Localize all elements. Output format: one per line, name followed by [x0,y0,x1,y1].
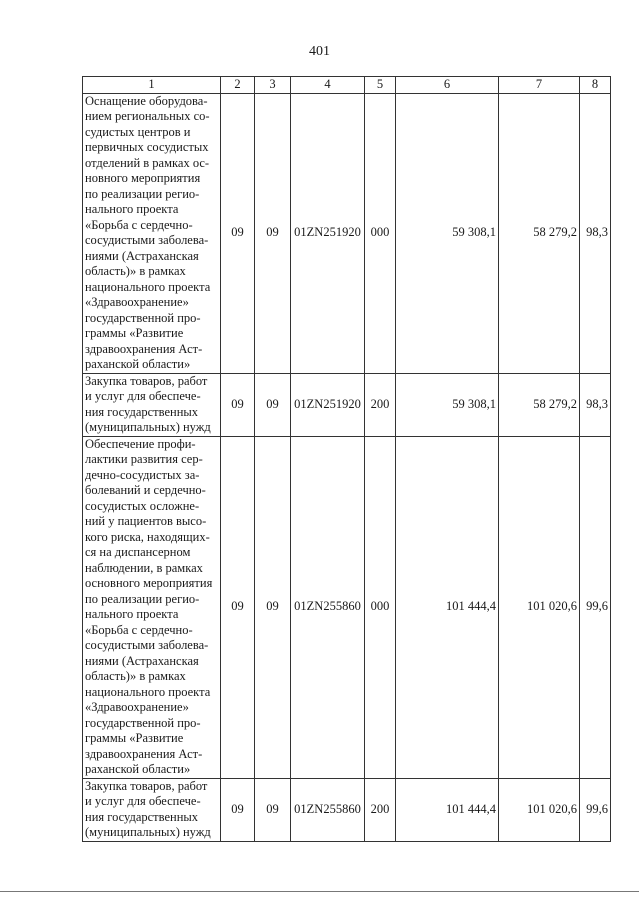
row-description [83,436,221,778]
header-cell: 5 [365,77,396,94]
header-cell: 3 [255,77,291,94]
approved-amount-cell: 101 444,4 [396,778,499,841]
description-line: отделений в рамках ос- [85,155,210,170]
header-cell: 7 [499,77,580,94]
description-line: ния государственных [85,809,199,824]
target-article-cell: 01ZN255860 [291,778,365,841]
table-row [83,436,611,778]
scan-edge-line [0,891,639,892]
description-line: Закупка товаров, работ [85,778,208,793]
expense-type-cell: 000 [365,436,396,778]
executed-amount-cell: 101 020,6 [499,778,580,841]
description-line: ния государственных [85,404,199,419]
subsection-code-cell: 09 [255,436,291,778]
description-line: область)» в рамках [85,669,186,683]
table-row [83,373,611,436]
description-line: «Здравоохранение» [85,700,189,714]
description-line: болеваний и сердечно- [85,483,206,497]
subsection-code-cell: 09 [255,373,291,436]
expense-type-cell: 000 [365,93,396,373]
subsection-code-cell: 09 [255,778,291,841]
description-line: государственной про- [85,715,201,730]
description-line: первичных сосудистых [85,140,209,154]
description-line: сосудистыми заболева- [85,638,209,652]
description-line: лактики развития сер- [85,452,203,466]
description-line: сосудистых осложне- [85,498,200,513]
expense-type-cell: 200 [365,373,396,436]
section-code-cell: 09 [221,778,255,841]
description-line: ний у пациентов высо- [85,514,207,528]
table-row [83,778,611,841]
description-line: основного мероприятия [85,576,213,590]
table-header-row [83,77,611,94]
target-article-cell: 01ZN251920 [291,373,365,436]
description-line: и услуг для обеспече- [85,389,201,403]
description-line: область)» в рамках [85,264,186,278]
description-line: граммы «Развитие [85,326,184,340]
description-line: «Здравоохранение» [85,295,189,309]
description-line: нального проекта [85,607,179,621]
description-line: здравоохранения Аст- [85,746,203,761]
description-line: Оснащение оборудова- [85,93,208,108]
description-line: Обеспечение профи- [85,436,196,451]
section-code-cell: 09 [221,436,255,778]
header-cell: 6 [396,77,499,94]
table-body [83,93,611,841]
executed-amount-cell: 58 279,2 [499,93,580,373]
header-cell: 8 [580,77,611,94]
description-line: новного мероприятия [85,171,201,185]
header-cell: 2 [221,77,255,94]
description-line: нием региональных со- [85,109,210,123]
description-line: дечно-сосудистых за- [85,467,200,482]
approved-amount-cell: 101 444,4 [396,436,499,778]
description-line: судистых центров и [85,124,191,139]
description-line: государственной про- [85,310,201,325]
description-line: (муниципальных) нужд [85,825,211,839]
row-description [83,93,221,373]
description-line: раханской области» [85,762,191,776]
description-line: «Борьба с сердечно- [85,622,193,637]
description-line: по реализации регио- [85,186,200,201]
description-line: по реализации регио- [85,591,200,606]
row-description [83,373,221,436]
budget-table [82,76,611,842]
description-line: наблюдении, в рамках [85,560,203,575]
section-code-cell: 09 [221,373,255,436]
page-number: 401 [309,44,330,59]
description-line: нального проекта [85,202,179,216]
description-line: кого риска, находящих- [85,529,210,544]
expense-type-cell: 200 [365,778,396,841]
target-article-cell: 01ZN255860 [291,436,365,778]
description-line: Закупка товаров, работ [85,373,208,388]
header-cell: 4 [291,77,365,94]
description-line: (муниципальных) нужд [85,420,211,434]
description-line: «Борьба с сердечно- [85,217,193,232]
description-line: раханской области» [85,357,191,371]
subsection-code-cell: 09 [255,93,291,373]
description-line: национального проекта [85,684,211,699]
description-line: ниями (Астраханская [85,248,199,263]
description-line: здравоохранения Аст- [85,341,203,356]
description-line: граммы «Развитие [85,731,184,745]
description-line: и услуг для обеспече- [85,794,201,808]
header-cell: 1 [83,77,221,94]
table-row [83,93,611,373]
approved-amount-cell: 59 308,1 [396,373,499,436]
execution-percent-cell: 99,6 [580,778,611,841]
target-article-cell: 01ZN251920 [291,93,365,373]
description-line: ся на диспансерном [85,545,191,559]
execution-percent-cell: 98,3 [580,373,611,436]
description-line: ниями (Астраханская [85,653,199,668]
section-code-cell: 09 [221,93,255,373]
execution-percent-cell: 98,3 [580,93,611,373]
row-description [83,778,221,841]
approved-amount-cell: 59 308,1 [396,93,499,373]
executed-amount-cell: 58 279,2 [499,373,580,436]
description-line: национального проекта [85,279,211,294]
executed-amount-cell: 101 020,6 [499,436,580,778]
execution-percent-cell: 99,6 [580,436,611,778]
description-line: сосудистыми заболева- [85,233,209,247]
